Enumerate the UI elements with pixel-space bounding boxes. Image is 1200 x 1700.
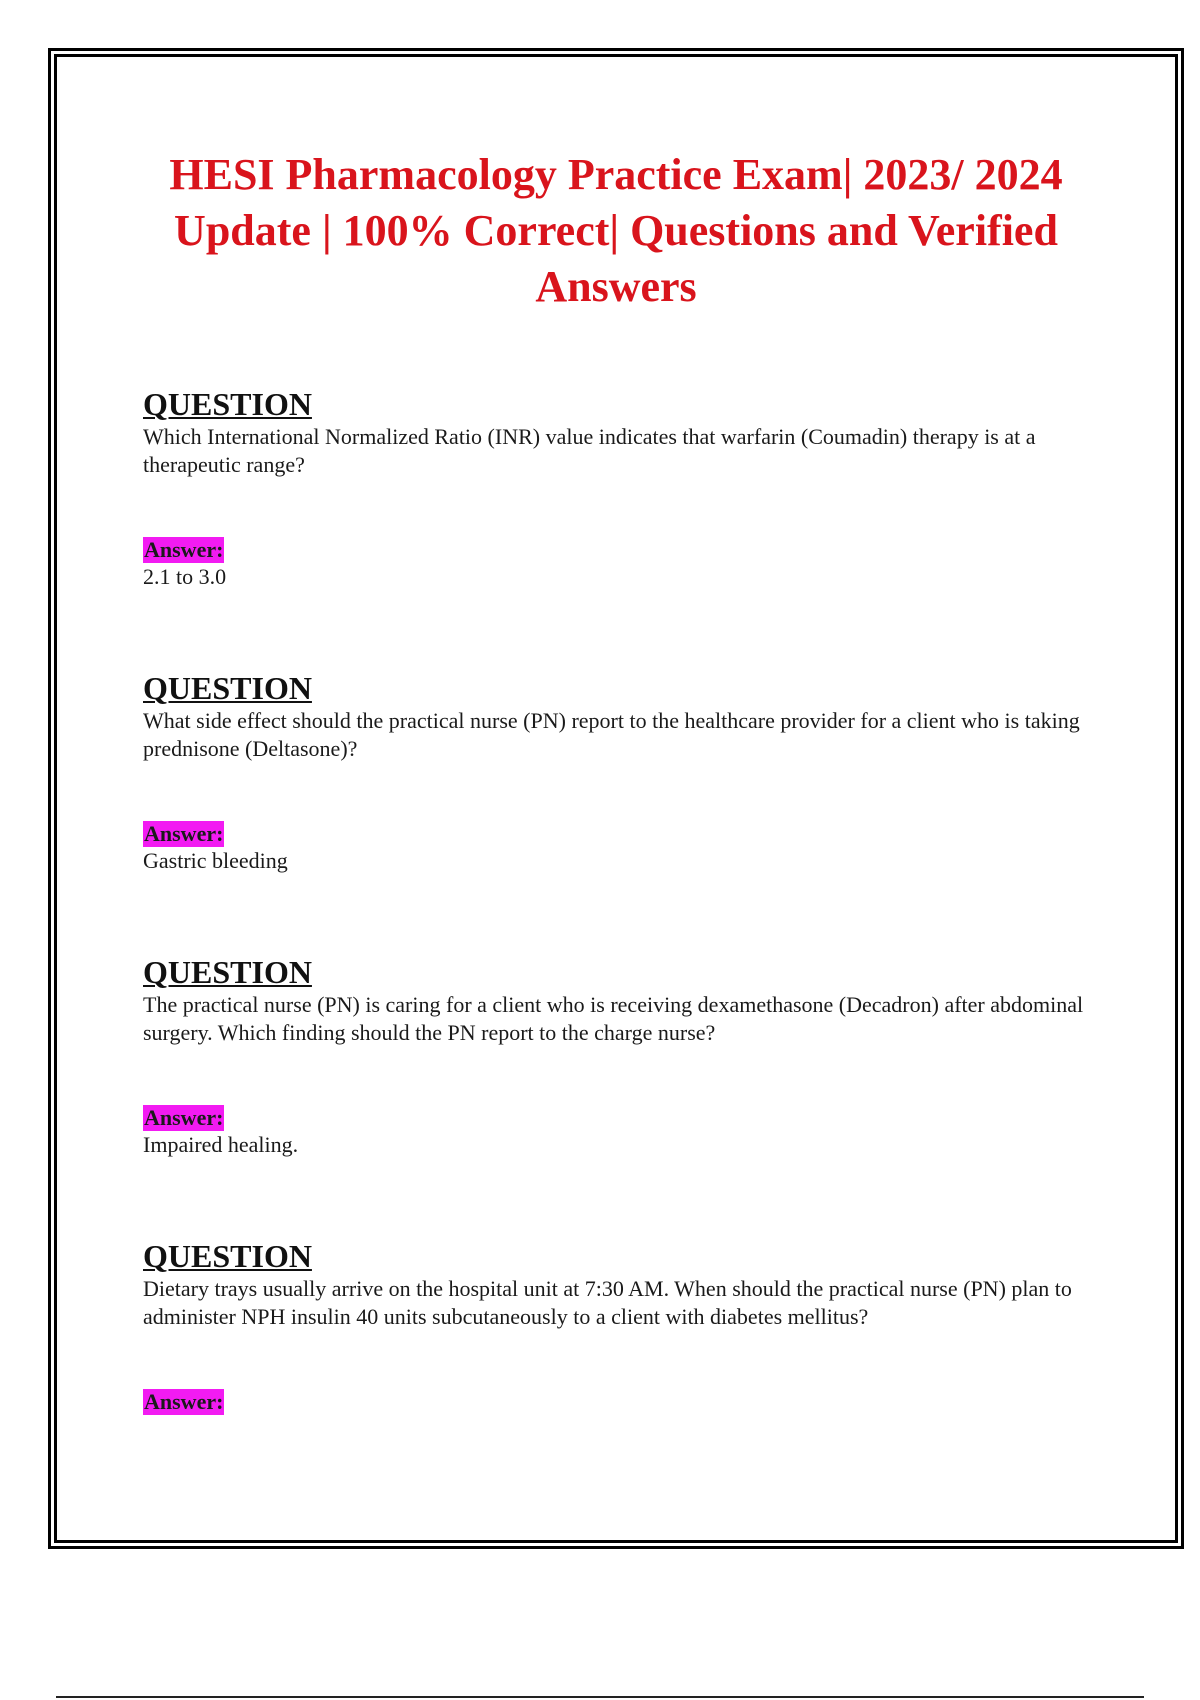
answer-label: Answer: xyxy=(144,537,224,562)
question-text: The practical nurse (PN) is caring for a client who is receiving dexamethasone (Decadron) after abdominal surgery. Which finding should the PN report to the charge nurse? xyxy=(143,992,1084,1045)
answer-label: Answer: xyxy=(144,1105,224,1130)
footer-divider xyxy=(56,1696,1144,1698)
question-heading: QUESTION xyxy=(143,386,312,422)
question-text: Which International Normalized Ratio (INR) value indicates that warfarin (Coumadin) therapy is at a therapeutic range? xyxy=(143,424,1036,477)
question-heading: QUESTION xyxy=(143,1238,312,1274)
answer-text: 2.1 to 3.0 xyxy=(143,564,227,589)
question-text: What side effect should the practical nurse (PN) report to the healthcare provider for a client who is taking prednisone (Deltasone)? xyxy=(143,708,1080,761)
answer-text xyxy=(143,1415,1089,1443)
question-block-1 xyxy=(143,387,1089,591)
document-title: HESI Pharmacology Practice Exam| 2023/ 2024 Update | 100% Correct| Questions and Verified Answers xyxy=(169,150,1063,311)
page-border-inner xyxy=(54,54,1178,1543)
answer-text: Gastric bleeding xyxy=(143,848,288,873)
question-heading: QUESTION xyxy=(143,670,312,706)
question-list xyxy=(143,387,1089,1443)
question-heading: QUESTION xyxy=(143,954,312,990)
question-text: Dietary trays usually arrive on the hospital unit at 7:30 AM. When should the practical nurse (PN) plan to administer NPH insulin 40 units subcutaneously to a client with diabetes mellitus? xyxy=(143,1276,1072,1329)
page-border xyxy=(48,48,1184,1549)
answer-text: Impaired healing. xyxy=(143,1132,299,1157)
answer-label: Answer: xyxy=(144,821,224,846)
question-block-3 xyxy=(143,955,1089,1159)
question-block-4 xyxy=(143,1239,1089,1443)
question-block-2 xyxy=(143,671,1089,875)
answer-label: Answer: xyxy=(144,1389,224,1414)
